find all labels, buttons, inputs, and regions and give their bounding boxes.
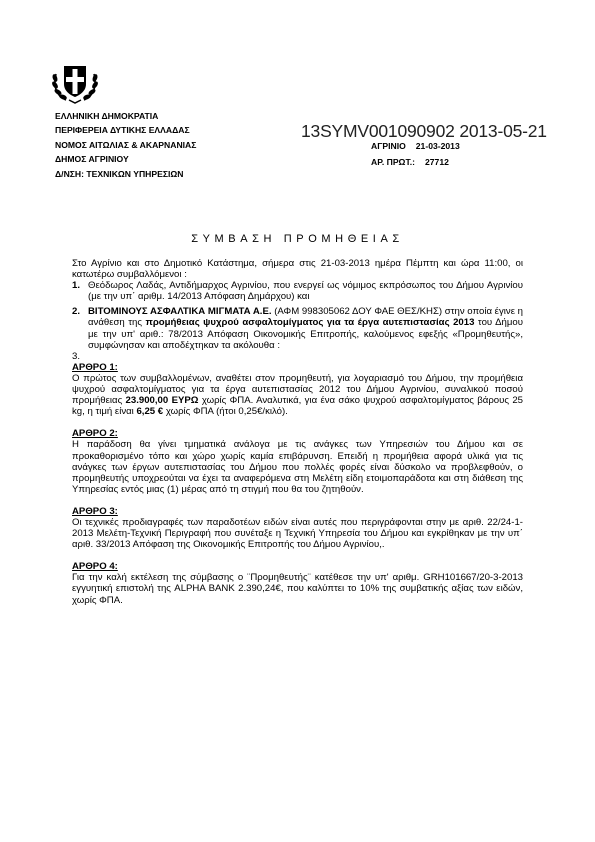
stray-number: 3. bbox=[72, 350, 81, 362]
article-1-text-b: χωρίς ΦΠΑ. Αναλυτικά, για ένα σάκο ψυχρού ασφαλτομίγματος βάρους 25 kg, η τιμή είναι bbox=[72, 395, 524, 418]
article-1-text-c: χωρίς ΦΠΑ (ήτοι 0,25€/κιλό). bbox=[163, 406, 288, 418]
article-1-text bbox=[72, 373, 523, 417]
issuer-line-department: Δ/ΝΣΗ: ΤΕΧΝΙΚΩΝ ΥΠΗΡΕΣΙΩΝ bbox=[55, 168, 184, 179]
issuer-block bbox=[55, 109, 196, 181]
article-2-text: Η παράδοση θα γίνει τμηματικά ανάλογα με τις ανάγκες των Υπηρεσιών του Δήμου και σε προκαθορισμένο τόπο και χώρο χωρίς καμία επιβάρυνση. Επειδή η προμήθεια αφορά υλικά για τις ανάγκες των έργων αυτεπιστασίας του Δήμου που πολλές φορές είναι δύσκολο να προβλεφθούν, ο προμηθευτής υποχρεούται να έχει τα αναφερόμενα στη Μελέτη είδη ετοιμοπαράδοτα και στη διάθεση της Υπηρεσίας εντός μιας (1) μέρας από τη στιγμή που θα του ζητηθούν. bbox=[72, 439, 523, 495]
issuer-line-republic: ΕΛΛΗΝΙΚΗ ΔΗΜΟΚΡΑΤΙΑ bbox=[55, 111, 159, 121]
party-2-text-c: του Δήμου με την υπ' αριθ.: 78/2013 Απόφαση Οικονομικής Επιτροπής, καλούμενος εφεξής «Προμηθευτής», συμφώνησαν και αποδέχτηκαν τα ακόλουθα : bbox=[88, 317, 523, 351]
party-2-number: 2. bbox=[72, 306, 81, 318]
place-label: ΑΓΡΙΝΙΟ bbox=[371, 141, 406, 151]
article-4-text: Για την καλή εκτέλεση της σύμβασης ο ¨Προμηθευτής¨ κατέθεσε την υπ' αριθμ. GRH101667/20-3-2013 εγγυητική επιστολή της ALPHA BANK 2.390,24€, που καλύπτει το 10% της συμβατικής αξίας των ειδών, χωρίς ΦΠΑ. bbox=[72, 572, 523, 606]
issuer-line-municipality: ΔΗΜΟΣ ΑΓΡΙΝΙΟΥ bbox=[55, 154, 129, 165]
contract-body bbox=[72, 258, 523, 606]
party-1-number: 1. bbox=[72, 280, 81, 292]
party-2-text-a: (ΑΦΜ 998305062 ΔΟΥ ΦΑΕ ΘΕΣ/ΚΗΣ) στην οποία έγινε η ανάθεση της bbox=[88, 306, 523, 329]
party-1-text: Θεόδωρος Λαδάς, Αντιδήμαρχος Αγρινίου, που ενεργεί ως νόμιμος εκπρόσωπος του Δήμου Αγρινίου (με την υπ΄ αριθμ. 14/2013 Απόφαση Δημάρχου) και bbox=[88, 280, 523, 303]
document-date: 21-03-2013 bbox=[415, 141, 460, 151]
document-title: ΣΥΜΒΑΣΗ ΠΡΟΜΗΘΕΙΑΣ bbox=[191, 233, 404, 245]
party-2-name: ΒΙΤΟΜΙΝΟΥΣ ΑΣΦΑΛΤΙΚΑ ΜΙΓΜΑΤΑ Α.Ε. bbox=[88, 306, 272, 318]
article-2-heading: ΑΡΘΡΟ 2: bbox=[72, 428, 118, 440]
party-2-subject: προμήθειας ψυχρού ασφαλτομίγματος για τα έργα αυτεπιστασίας 2013 bbox=[145, 317, 475, 329]
party-1-item bbox=[72, 280, 523, 306]
issuer-line-region: ΠΕΡΙΦΕΡΕΙΑ ΔΥΤΙΚΗΣ ΕΛΛΑΔΑΣ bbox=[55, 125, 190, 136]
protocol-number: 27712 bbox=[425, 157, 449, 167]
article-4-heading: ΑΡΘΡΟ 4: bbox=[72, 561, 118, 573]
intro-paragraph: Στο Αγρίνιο και στο Δημοτικό Κατάστημα, σήμερα στις 21-03-2013 ημέρα Πέμπτη και ώρα 11:00, οι κατωτέρω συμβαλλόμενοι : bbox=[72, 258, 523, 281]
issuer-line-prefecture: ΝΟΜΟΣ ΑΙΤΩΛΙΑΣ & ΑΚΑΡΝΑΝΙΑΣ bbox=[55, 139, 197, 150]
article-3-heading: ΑΡΘΡΟ 3: bbox=[72, 505, 118, 517]
article-1-unit-price: 6,25 € bbox=[136, 406, 164, 418]
article-1-heading: ΑΡΘΡΟ 1: bbox=[72, 361, 118, 373]
article-1-text-a: Ο πρώτος των συμβαλλομένων, αναθέτει στον προμηθευτή, για λογαριασμό του Δήμου, την προμήθεια ψυχρού ασφαλτομίγματος για τα έργα αυτεπιστασίας 2012 του Δήμου Αγρινίου, συναλικού ποσού προμήθειας bbox=[72, 372, 523, 407]
article-1-amount: 23.900,00 ΕΥΡΩ bbox=[125, 395, 199, 407]
article-3-text: Οι τεχνικές προδιαγραφές των παραδοτέων ειδών είναι αυτές που περιγράφονται στην με αριθ. 22/24-1-2013 Μελέτη-Τεχνική Περιγραφή που συνέταξε η Τεχνική Υπηρεσία του Δήμου και εγκρίθηκαν με την υπ΄ αριθ. 33/2013 Απόφαση της Οικονομικής Επιτροπής του Δήμου Αγρινίου,. bbox=[72, 516, 523, 551]
party-2-item bbox=[72, 306, 523, 350]
greek-coat-of-arms-emblem bbox=[50, 60, 100, 104]
protocol-label: ΑΡ. ΠΡΩΤ.: bbox=[371, 157, 415, 167]
document-id-stamp: 13SYMV001090902 2013-05-21 bbox=[301, 121, 547, 141]
date-protocol-block bbox=[371, 138, 460, 170]
